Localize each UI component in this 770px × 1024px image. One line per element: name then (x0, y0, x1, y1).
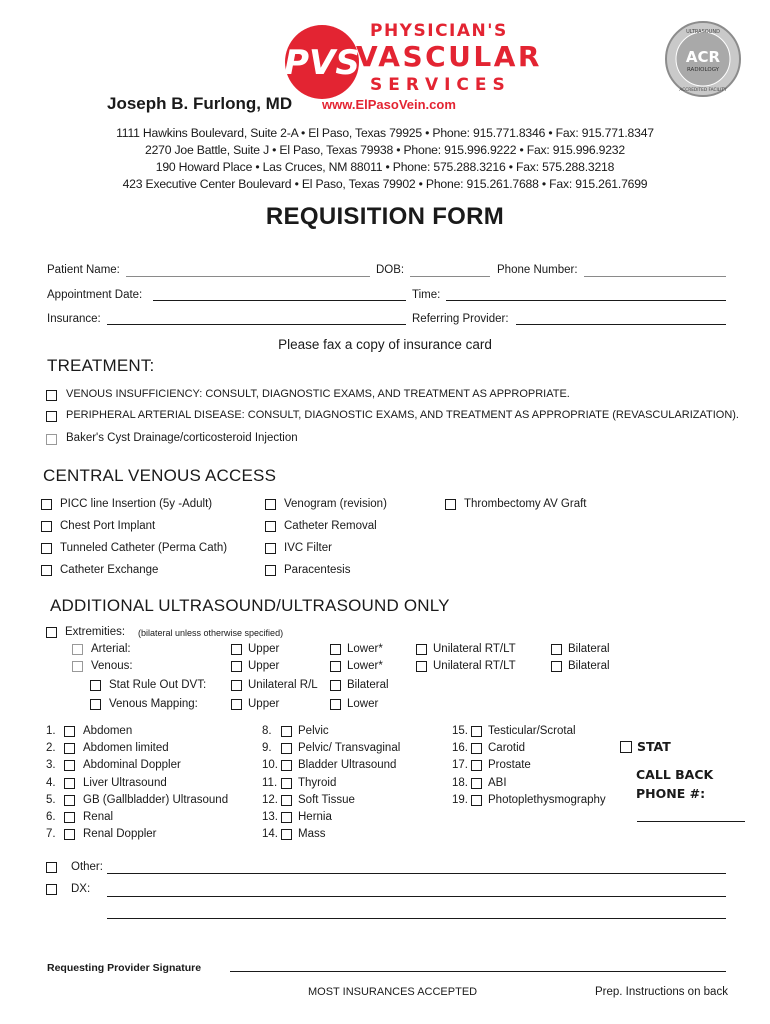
cva-tunneled-catheter: Tunneled Catheter (Perma Cath) (60, 542, 228, 554)
checkbox[interactable] (64, 812, 75, 823)
stat-rule-out-dvt-label: Stat Rule Out DVT: (109, 679, 207, 691)
checkbox[interactable] (64, 778, 75, 789)
ultrasound-exam-item: GB (Gallbladder) Ultrasound (83, 793, 229, 806)
ultrasound-exam-item: Carotid (488, 742, 526, 755)
treatment-heading: TREATMENT: (47, 356, 155, 375)
venous-label: Venous: (91, 660, 133, 672)
other-label: Other: (71, 861, 103, 873)
address-line: 423 Executive Center Boulevard • El Paso, Texas 79902 • Phone: 915.261.7688 • Fax: 915.261.7699 (122, 177, 648, 191)
brand-line-3: SERVICES (370, 75, 511, 95)
ultrasound-exam-item: Abdominal Doppler (83, 759, 181, 772)
cva-catheter-exchange: Catheter Exchange (60, 564, 159, 576)
footer-prep-instructions: Prep. Instructions on back (595, 986, 728, 998)
dvt-bilateral: Bilateral (347, 679, 389, 691)
checkbox[interactable] (46, 627, 57, 638)
checkbox[interactable] (471, 760, 482, 771)
signature-field[interactable] (230, 971, 726, 972)
ultrasound-exam-item: Renal (83, 811, 114, 823)
checkbox[interactable] (551, 661, 562, 672)
dx-label: DX: (71, 883, 91, 895)
checkbox[interactable] (46, 862, 57, 873)
ultrasound-exam-item: Pelvic (298, 725, 329, 737)
ultrasound-exam-item: Prostate (488, 759, 531, 772)
list-number: 17. (452, 759, 468, 772)
checkbox[interactable] (416, 661, 427, 672)
treatment-peripheral-arterial: PERIPHERAL ARTERIAL DISEASE: CONSULT, DIAGNOSTIC EXAMS, AND TREATMENT AS APPROPRIATE (REVASCULARIZATION). (66, 409, 739, 421)
checkbox[interactable] (231, 680, 242, 691)
ultrasound-exam-item: Thyroid (298, 776, 337, 789)
patient-name-label: Patient Name: (47, 264, 120, 276)
checkbox[interactable] (330, 644, 341, 655)
venous-upper: Upper (248, 660, 280, 672)
list-number: 1. (46, 725, 56, 737)
signature-label: Requesting Provider Signature (47, 962, 202, 974)
extremities-label: Extremities: (65, 626, 126, 638)
checkbox[interactable] (281, 778, 292, 789)
checkbox[interactable] (265, 521, 276, 532)
dob-field[interactable] (410, 276, 490, 277)
checkbox[interactable] (72, 644, 83, 655)
appointment-date-field[interactable] (153, 300, 406, 301)
call-back-label: CALL BACK (636, 767, 714, 782)
checkbox[interactable] (41, 543, 52, 554)
treatment-bakers-cyst: Baker's Cyst Drainage/corticosteroid Injection (66, 432, 298, 444)
list-number: 8. (262, 725, 272, 737)
cva-venogram: Venogram (revision) (284, 498, 387, 510)
logo-initials: PVS (284, 43, 360, 83)
doctor-name: Joseph B. Furlong, MD (107, 94, 293, 113)
list-number: 11. (262, 776, 278, 789)
referring-provider-field[interactable] (516, 324, 726, 325)
insurance-field[interactable] (107, 324, 406, 325)
phone-number-label: Phone Number: (497, 264, 578, 276)
checkbox[interactable] (64, 760, 75, 771)
list-number: 16. (452, 742, 468, 755)
patient-name-field[interactable] (126, 276, 370, 277)
fax-insurance-note: Please fax a copy of insurance card (278, 337, 492, 352)
treatment-venous-insufficiency: VENOUS INSUFFICIENCY: CONSULT, DIAGNOSTIC EXAMS, AND TREATMENT AS APPROPRIATE. (66, 388, 570, 400)
brand-line-1: PHYSICIAN'S (370, 21, 508, 41)
checkbox[interactable] (416, 644, 427, 655)
ultrasound-exam-item: Testicular/Scrotal (488, 725, 576, 737)
form-title: REQUISITION FORM (265, 203, 505, 230)
mapping-upper: Upper (248, 698, 280, 710)
list-number: 15. (452, 725, 468, 737)
referring-provider-label: Referring Provider: (412, 313, 509, 325)
ultrasound-exam-item: Pelvic/ Transvaginal (298, 742, 401, 755)
venous-mapping-label: Venous Mapping: (109, 698, 198, 710)
insurance-label: Insurance: (47, 313, 101, 325)
checkbox[interactable] (471, 726, 482, 737)
call-back-phone-field[interactable] (637, 821, 745, 822)
checkbox[interactable] (64, 726, 75, 737)
ultrasound-exam-item: Mass (298, 828, 326, 841)
ultrasound-exam-item: Bladder Ultrasound (298, 759, 397, 772)
checkbox[interactable] (281, 726, 292, 737)
cva-ivc-filter: IVC Filter (284, 542, 332, 554)
checkbox[interactable] (471, 778, 482, 789)
ultrasound-heading: ADDITIONAL ULTRASOUND/ULTRASOUND ONLY (50, 596, 450, 615)
list-number: 2. (46, 742, 56, 755)
checkbox[interactable] (41, 521, 52, 532)
central-venous-access-heading: CENTRAL VENOUS ACCESS (43, 466, 277, 485)
list-number: 9. (262, 742, 272, 755)
ultrasound-exam-item: Hernia (298, 811, 332, 823)
ultrasound-exam-item: Liver Ultrasound (83, 776, 167, 789)
arterial-lower: Lower* (347, 643, 383, 655)
checkbox[interactable] (64, 743, 75, 754)
dob-label: DOB: (376, 264, 405, 276)
checkbox[interactable] (330, 661, 341, 672)
ultrasound-exam-item: ABI (488, 776, 507, 789)
other-field[interactable] (107, 873, 726, 874)
checkbox[interactable] (281, 812, 292, 823)
venous-bilateral: Bilateral (568, 660, 610, 672)
mapping-lower: Lower (347, 698, 379, 710)
list-number: 5. (46, 793, 56, 806)
cva-chest-port: Chest Port Implant (60, 520, 156, 532)
footer-insurances: MOST INSURANCES ACCEPTED (308, 986, 478, 998)
cva-thrombectomy: Thrombectomy AV Graft (464, 498, 587, 510)
list-number: 12. (262, 793, 278, 806)
dx-field-line-2[interactable] (107, 918, 726, 919)
checkbox[interactable] (64, 829, 75, 840)
website-link[interactable]: www.ElPasoVein.com (322, 97, 456, 112)
arterial-unilateral: Unilateral RT/LT (433, 643, 516, 655)
checkbox[interactable] (64, 795, 75, 806)
address-line: 1111 Hawkins Boulevard, Suite 2-A • El Paso, Texas 79925 • Phone: 915.771.8346 • Fax: 915.771.8347 (116, 126, 654, 140)
venous-lower: Lower* (347, 660, 383, 672)
checkbox[interactable] (231, 699, 242, 710)
ultrasound-exam-item: Renal Doppler (83, 828, 157, 841)
checkbox[interactable] (281, 760, 292, 771)
address-line: 190 Howard Place • Las Cruces, NM 88011 • Phone: 575.288.3216 • Fax: 575.288.3218 (155, 160, 615, 174)
time-label: Time: (412, 289, 441, 301)
venous-unilateral: Unilateral RT/LT (433, 660, 516, 672)
checkbox[interactable] (281, 743, 292, 754)
checkbox[interactable] (46, 434, 57, 445)
cva-catheter-removal: Catheter Removal (284, 520, 377, 532)
checkbox[interactable] (471, 795, 482, 806)
checkbox[interactable] (551, 644, 562, 655)
checkbox[interactable] (471, 743, 482, 754)
checkbox[interactable] (265, 565, 276, 576)
checkbox[interactable] (46, 411, 57, 422)
svg-text:ACCREDITED FACILITY: ACCREDITED FACILITY (679, 88, 727, 93)
svg-text:ACR: ACR (685, 48, 721, 66)
checkbox[interactable] (330, 680, 341, 691)
phone-number-field[interactable] (584, 276, 726, 277)
checkbox[interactable] (231, 661, 242, 672)
brand-line-2: VASCULAR (356, 40, 542, 73)
list-number: 10. (262, 759, 278, 772)
checkbox[interactable] (231, 644, 242, 655)
checkbox[interactable] (445, 499, 456, 510)
checkbox[interactable] (46, 390, 57, 401)
list-number: 14. (262, 828, 278, 841)
ultrasound-exam-item: Abdomen (83, 725, 133, 737)
checkbox[interactable] (265, 543, 276, 554)
list-number: 7. (46, 828, 56, 841)
dx-field[interactable] (107, 896, 726, 897)
svg-text:ULTRASOUND: ULTRASOUND (686, 29, 720, 35)
pvs-logo (282, 22, 362, 102)
checkbox[interactable] (41, 565, 52, 576)
arterial-bilateral: Bilateral (568, 643, 610, 655)
arterial-label: Arterial: (91, 643, 131, 655)
checkbox[interactable] (72, 661, 83, 672)
extremities-note: (bilateral unless otherwise specified) (138, 628, 284, 638)
cva-picc-line: PICC line Insertion (5y -Adult) (60, 498, 213, 510)
dvt-unilateral-rl: Unilateral R/L (248, 679, 318, 691)
ultrasound-exam-item: Photoplethysmography (488, 793, 606, 806)
checkbox[interactable] (90, 680, 101, 691)
checkbox[interactable] (265, 499, 276, 510)
checkbox[interactable] (330, 699, 341, 710)
list-number: 4. (46, 776, 56, 789)
list-number: 3. (46, 759, 56, 772)
list-number: 19. (452, 793, 468, 806)
svg-text:RADIOLOGY: RADIOLOGY (686, 67, 720, 73)
checkbox[interactable] (281, 829, 292, 840)
ultrasound-exam-item: Abdomen limited (83, 742, 169, 755)
arterial-upper: Upper (248, 643, 280, 655)
stat-label: STAT (637, 739, 671, 754)
checkbox[interactable] (46, 884, 57, 895)
time-field[interactable] (446, 300, 726, 301)
ultrasound-exam-item: Soft Tissue (298, 793, 355, 806)
checkbox[interactable] (90, 699, 101, 710)
appointment-date-label: Appointment Date: (47, 289, 143, 301)
list-number: 18. (452, 776, 468, 789)
stat-checkbox[interactable] (620, 741, 632, 753)
list-number: 6. (46, 811, 56, 823)
checkbox[interactable] (41, 499, 52, 510)
phone-hash-label: PHONE #: (636, 786, 706, 801)
list-number: 13. (262, 811, 278, 823)
acr-accreditation-seal (664, 20, 742, 98)
address-line: 2270 Joe Battle, Suite J • El Paso, Texas 79938 • Phone: 915.996.9222 • Fax: 915.996.9232 (145, 143, 625, 157)
checkbox[interactable] (281, 795, 292, 806)
cva-paracentesis: Paracentesis (284, 564, 351, 576)
